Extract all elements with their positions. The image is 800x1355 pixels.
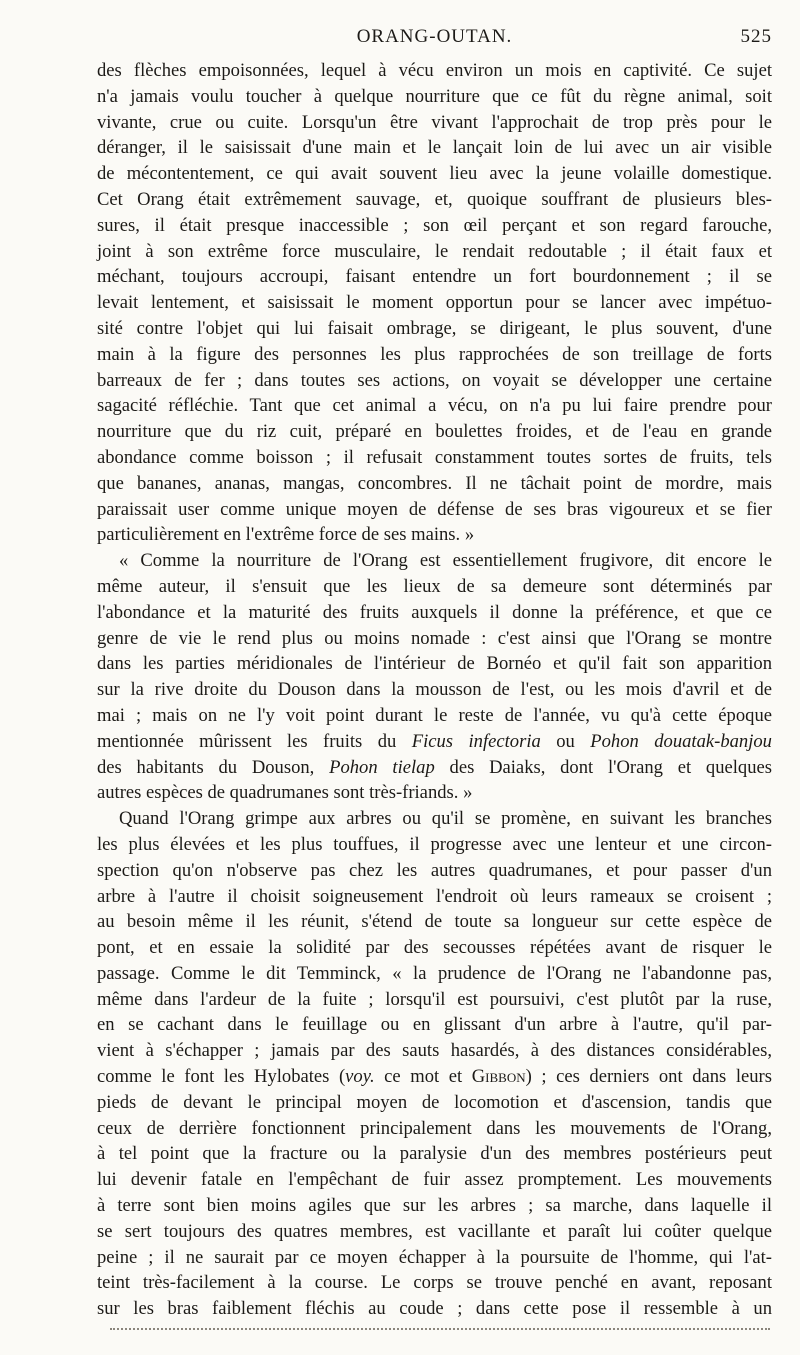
text-line: autres espèces de quadrumanes sont très-friands. » (97, 782, 473, 804)
text-line: paraissait user comme unique moyen de défense de ses bras vigoureux et se fier (97, 498, 772, 520)
text-line: en se cachant dans le feuillage ou en glissant d'un arbre à l'autre, qu'il par- (97, 1014, 772, 1036)
text-line: pont, et en essaie la solidité par des secousses répétées avant de risquer le (97, 937, 772, 959)
text-line: teint très-facilement à la course. Le corps se trouve penché en avant, reposant (97, 1272, 772, 1294)
text-line: genre de vie le rend plus ou moins nomade : c'est ainsi que l'Orang se montre (97, 627, 772, 649)
text-line: sur la rive droite du Douson dans la mousson de l'est, ou les mois d'avril et de (97, 679, 772, 701)
page-number: 525 (740, 26, 772, 47)
text-line: des habitants du Douson, Pohon tielap des Daiaks, dont l'Orang et quelques (97, 756, 772, 778)
text-line: même auteur, il s'ensuit que les lieux de sa demeure sont déterminés par (97, 575, 772, 597)
text-line: n'a jamais voulu toucher à quelque nourriture que ce fût du règne animal, soit (97, 85, 772, 107)
text-line: « Comme la nourriture de l'Orang est essentiellement frugivore, dit encore le (119, 550, 772, 572)
text-line: au besoin même il les réunit, s'étend de toute sa longueur sur cette espèce de (97, 911, 772, 933)
text-line: ceux de derrière fonctionnent principalement dans les mouvements de l'Orang, (97, 1117, 772, 1139)
paragraph (97, 548, 772, 806)
footer-dotted-rule (110, 1328, 770, 1330)
text-line: spection qu'on n'observe pas chez les autres quadrumanes, et pour passer d'un (97, 859, 772, 881)
text-line: vient à s'échapper ; jamais par des sauts hasardés, à des distances considérables, (97, 1040, 772, 1062)
text-line: passage. Comme le dit Temminck, « la prudence de l'Orang ne l'abandonne pas, (97, 962, 772, 984)
text-line: de mécontentement, ce qui avait souvent lieu avec la jeune volaille domestique. (97, 163, 772, 185)
text-line: nourriture que du riz cuit, préparé en boulettes froides, et de l'eau en grande (97, 421, 772, 443)
text-line: joint à son extrême force musculaire, le rendait redoutable ; il était faux et (97, 240, 772, 262)
text-line: méchant, toujours accroupi, faisant entendre un fort bourdonnement ; il se (97, 266, 772, 288)
paragraph (97, 806, 772, 1322)
running-title: ORANG-OUTAN. (356, 26, 513, 47)
text-line: sures, il était presque inaccessible ; son œil perçant et son regard farouche, (97, 214, 772, 236)
text-line: particulièrement en l'extrême force de ses mains. » (97, 524, 475, 546)
text-line: déranger, il le saisissait d'une main et le lançait loin de lui avec un air visible (97, 137, 772, 159)
text-line: peine ; il ne saurait par ce moyen échapper à la poursuite de l'homme, qui l'at- (97, 1246, 772, 1268)
text-line: sagacité réfléchie. Tant que cet animal a vécu, on n'a pu lui faire prendre pour (97, 395, 772, 417)
body-text (97, 58, 772, 1322)
page-header (97, 26, 772, 52)
text-line: arbre à l'autre il choisit soigneusement l'endroit où leurs rameaux se croisent ; (97, 885, 772, 907)
text-line: comme le font les Hylobates (voy. ce mot et Gibbon) ; ces derniers ont dans leurs (97, 1066, 772, 1088)
text-line: vivante, crue ou cuite. Lorsqu'un être vivant l'approchait de trop près pour le (97, 111, 772, 133)
text-line: à tel point que la fracture ou la paralysie d'un des membres postérieurs peut (97, 1143, 772, 1165)
text-line: mai ; mais on ne l'y voit point durant le reste de l'année, vu qu'à cette époque (97, 704, 772, 726)
text-line: les plus élevées et les plus touffues, il progresse avec une lenteur et une circon- (97, 833, 772, 855)
text-line: même dans l'ardeur de la fuite ; lorsqu'il est poursuivi, c'est plutôt par la ruse, (97, 988, 772, 1010)
text-line: mentionnée mûrissent les fruits du Ficus infectoria ou Pohon douatak-banjou (97, 730, 772, 752)
text-line: levait lentement, et saisissait le moment opportun pour se lancer avec impétuo- (97, 292, 772, 314)
text-line: Cet Orang était extrêmement sauvage, et, quoique souffrant de plusieurs bles- (97, 188, 772, 210)
text-line: lui devenir fatale en l'empêchant de fuir assez promptement. Les mouvements (97, 1169, 772, 1191)
text-line: l'abondance et la maturité des fruits auxquels il donne la préférence, et que ce (97, 601, 772, 623)
text-line: dans les parties méridionales de l'intérieur de Bornéo et qu'il fait son apparition (97, 653, 772, 675)
text-line: des flèches empoisonnées, lequel à vécu environ un mois en captivité. Ce sujet (97, 60, 772, 81)
text-line: Quand l'Orang grimpe aux arbres ou qu'il se promène, en suivant les branches (119, 808, 772, 830)
text-line: abondance comme boisson ; il refusait constamment toutes sortes de fruits, tels (97, 446, 772, 468)
text-line: main à la figure des personnes les plus rapprochées de son treillage de forts (97, 343, 772, 365)
text-line: barreaux de fer ; dans toutes ses actions, on voyait se développer une certaine (97, 369, 772, 391)
text-line: se sert toujours des quatres membres, est vacillante et paraît lui coûter quelque (97, 1220, 772, 1242)
text-line: pieds de devant le principal moyen de locomotion et d'ascension, tandis que (97, 1091, 772, 1113)
text-line: sité contre l'objet qui lui faisait ombrage, se dirigeant, le plus souvent, d'une (97, 317, 772, 339)
text-line: sur les bras faiblement fléchis au coude ; dans cette pose il ressemble à un (97, 1298, 772, 1320)
text-line: que bananes, ananas, mangas, concombres. Il ne tâchait point de mordre, mais (97, 472, 772, 494)
text-line: à terre sont bien moins agiles que sur les arbres ; sa marche, dans laquelle il (97, 1195, 772, 1217)
paragraph (97, 58, 772, 548)
